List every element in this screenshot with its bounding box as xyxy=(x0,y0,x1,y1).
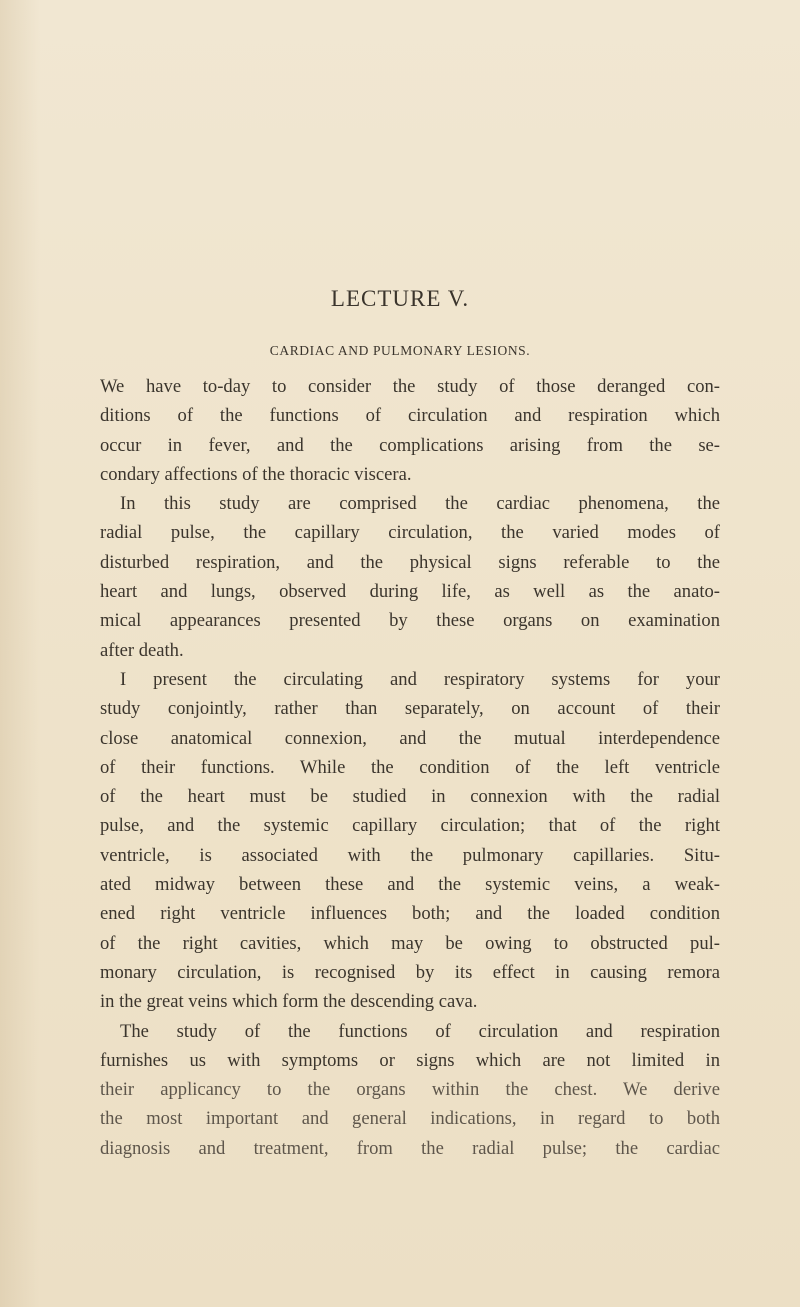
text-line: ened right ventricle influences both; and the loaded condition xyxy=(100,903,720,925)
text-line: In this study are comprised the cardiac phenomena, the xyxy=(120,493,720,515)
text-line: We have to-day to consider the study of those deranged con- xyxy=(100,376,720,397)
text-line: The study of the functions of circulation and respiration xyxy=(120,1020,720,1042)
text-line: close anatomical connexion, and the mutual interdependence xyxy=(100,727,720,749)
lecture-subtitle: CARDIAC AND PULMONARY LESIONS. xyxy=(269,343,531,358)
text-line: of their functions. While the condition of the left ventricle xyxy=(100,756,720,778)
text-line: I present the circulating and respiratory systems for your xyxy=(120,668,720,690)
lecture-title: LECTURE V. xyxy=(330,286,470,311)
text-line: radial pulse, the capillary circulation, the varied modes of xyxy=(100,522,720,544)
text-line: furnishes us with symptoms or signs which are not limited in xyxy=(100,1049,720,1071)
text-line: the most important and general indications, in regard to both xyxy=(100,1108,720,1130)
text-line: occur in fever, and the complications arising from the se- xyxy=(100,434,720,456)
text-line: pulse, and the systemic capillary circulation; that of the right xyxy=(100,815,720,837)
text-line: disturbed respiration, and the physical signs referable to the xyxy=(100,551,720,573)
text-line: diagnosis and treatment, from the radial pulse; the cardiac xyxy=(100,1137,720,1159)
text-line: ditions of the functions of circulation and respiration which xyxy=(100,405,720,427)
text-line: of the right cavities, which may be owing to obstructed pul- xyxy=(100,932,720,954)
text-line: after death. xyxy=(100,639,184,661)
text-line: of the heart must be studied in connexion with the radial xyxy=(100,786,720,808)
text-line: ated midway between these and the systemic veins, a weak- xyxy=(100,874,720,896)
text-line: their applicancy to the organs within the chest. We derive xyxy=(100,1079,720,1101)
text-line: mical appearances presented by these organs on examination xyxy=(100,610,720,632)
body-text xyxy=(100,372,720,1163)
text-line: in the great veins which form the descending cava. xyxy=(100,991,478,1013)
text-line: heart and lungs, observed during life, as well as the anato- xyxy=(100,581,720,603)
text-line: monary circulation, is recognised by its effect in causing remora xyxy=(100,961,720,983)
text-line: condary affections of the thoracic viscera. xyxy=(100,463,412,485)
text-line: ventricle, is associated with the pulmonary capillaries. Situ- xyxy=(100,844,720,866)
text-line: study conjointly, rather than separately, on account of their xyxy=(100,698,720,720)
